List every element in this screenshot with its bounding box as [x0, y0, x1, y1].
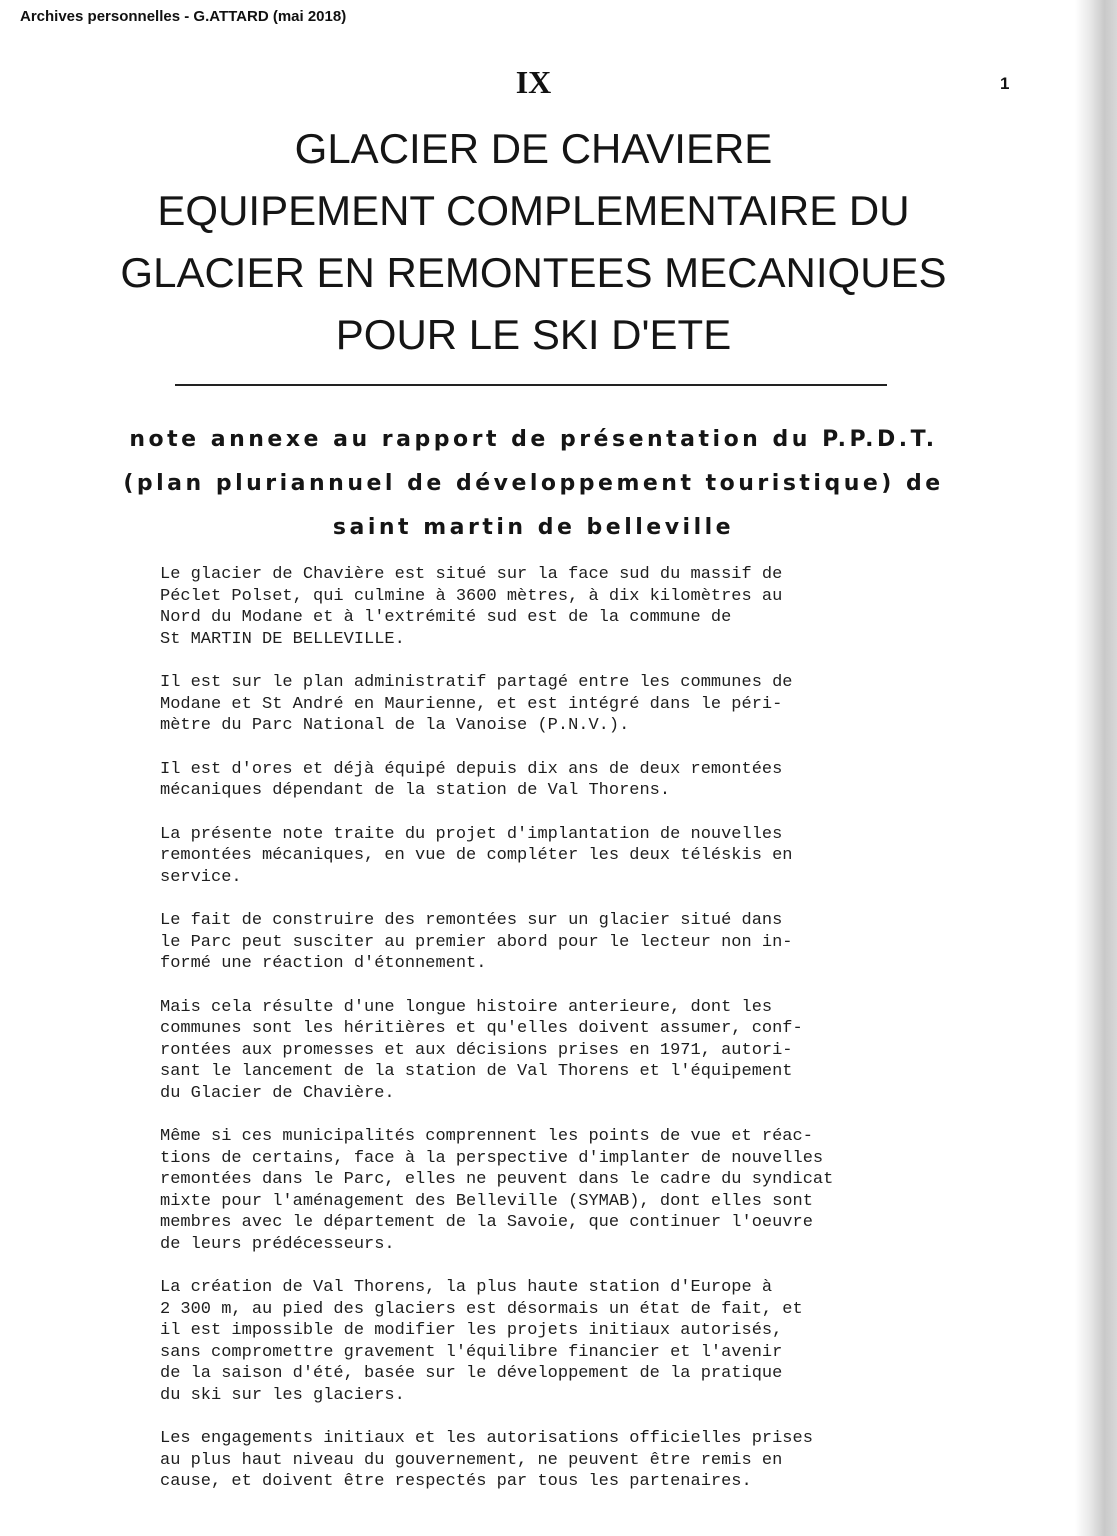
text-line: Le glacier de Chavière est situé sur la face sud du massif de: [160, 565, 783, 584]
text-line: cause, et doivent être respectés par tous les partenaires.: [160, 1472, 752, 1491]
text-line: mètre du Parc National de la Vanoise (P.N.V.).: [160, 716, 630, 735]
text-line: mixte pour l'aménagement des Belleville (SYMAB), dont elles sont: [160, 1191, 813, 1211]
text-line: mécaniques dépendant de la station de Val Thorens.: [160, 781, 671, 800]
paragraph: [160, 997, 890, 1105]
paragraph: [160, 1126, 890, 1255]
text-line: de leurs prédécesseurs.: [160, 1234, 395, 1254]
paragraph: [160, 759, 890, 802]
paragraph: [160, 824, 890, 889]
text-line: tions de certains, face à la perspective d'implanter de nouvelles: [160, 1148, 824, 1168]
archive-label: Archives personnelles - G.ATTARD (mai 2018): [20, 8, 347, 25]
text-line: du ski sur les glaciers.: [160, 1385, 405, 1405]
text-line: du Glacier de Chavière.: [160, 1083, 395, 1103]
text-line: remontées dans le Parc, elles ne peuvent dans le cadre du syndicat: [160, 1170, 834, 1189]
text-line: Nord du Modane et à l'extrémité sud est de la commune de: [160, 608, 732, 627]
page-number: 1: [1000, 74, 1010, 93]
document-subtitle: [0, 418, 1067, 550]
paragraph: [160, 910, 890, 975]
scan-edge-shadow: [1075, 0, 1117, 1536]
text-line: Les engagements initiaux et les autorisations officielles prises: [160, 1429, 813, 1448]
paragraph: [160, 564, 890, 650]
title-line: POUR LE SKI D'ETE: [335, 311, 732, 358]
text-line: membres avec le département de la Savoie, que continuer l'oeuvre: [160, 1213, 813, 1232]
text-line: communes sont les héritières et qu'elles doivent assumer, conf-: [160, 1019, 803, 1038]
text-line: Mais cela résulte d'une longue histoire anterieure, dont les: [160, 997, 773, 1017]
text-line: 2 300 m, au pied des glaciers est désormais un état de fait, et: [160, 1299, 803, 1319]
title-line: GLACIER DE CHAVIERE: [294, 125, 773, 172]
paragraph: [160, 1277, 890, 1406]
text-line: service.: [160, 867, 242, 887]
text-line: formé une réaction d'étonnement.: [160, 954, 487, 973]
text-line: Il est d'ores et déjà équipé depuis dix ans de deux remontées: [160, 759, 783, 779]
title-line: GLACIER EN REMONTEES MECANIQUES: [120, 249, 947, 296]
document-title: [0, 118, 1067, 366]
text-line: remontées mécaniques, en vue de compléter les deux téléskis en: [160, 846, 793, 865]
subtitle-line: saint martin de belleville: [332, 515, 735, 540]
text-line: sans compromettre gravement l'équilibre financier et l'avenir: [160, 1342, 783, 1362]
document-body: [160, 564, 890, 1515]
text-line: Le fait de construire des remontées sur un glacier situé dans: [160, 911, 783, 930]
text-line: St MARTIN DE BELLEVILLE.: [160, 629, 405, 649]
text-line: sant le lancement de la station de Val Thorens et l'équipement: [160, 1062, 793, 1081]
subtitle-line: (plan pluriannuel de développement touristique) de: [123, 471, 944, 496]
text-line: La création de Val Thorens, la plus haute station d'Europe à: [160, 1278, 773, 1297]
text-line: Même si ces municipalités comprennent les points de vue et réac-: [160, 1127, 813, 1146]
paragraph: [160, 672, 890, 737]
text-line: au plus haut niveau du gouvernement, ne peuvent être remis en: [160, 1450, 783, 1470]
text-line: Péclet Polset, qui culmine à 3600 mètres, à dix kilomètres au: [160, 586, 783, 606]
text-line: il est impossible de modifier les projets initiaux autorisés,: [160, 1321, 783, 1340]
subtitle-line: note annexe au rapport de présentation du P.P.D.T.: [129, 427, 938, 452]
text-line: le Parc peut susciter au premier abord pour le lecteur non in-: [160, 932, 793, 952]
chapter-number: IX: [515, 64, 552, 100]
text-line: Il est sur le plan administratif partagé entre les communes de: [160, 673, 793, 692]
title-divider: [175, 384, 887, 386]
paragraph: [160, 1428, 890, 1493]
text-line: Modane et St André en Maurienne, et est intégré dans le péri-: [160, 694, 783, 714]
text-line: rontées aux promesses et aux décisions prises en 1971, autori-: [160, 1040, 793, 1060]
text-line: La présente note traite du projet d'implantation de nouvelles: [160, 824, 783, 844]
text-line: de la saison d'été, basée sur le développement de la pratique: [160, 1364, 783, 1383]
title-line: EQUIPEMENT COMPLEMENTAIRE DU: [157, 187, 910, 234]
